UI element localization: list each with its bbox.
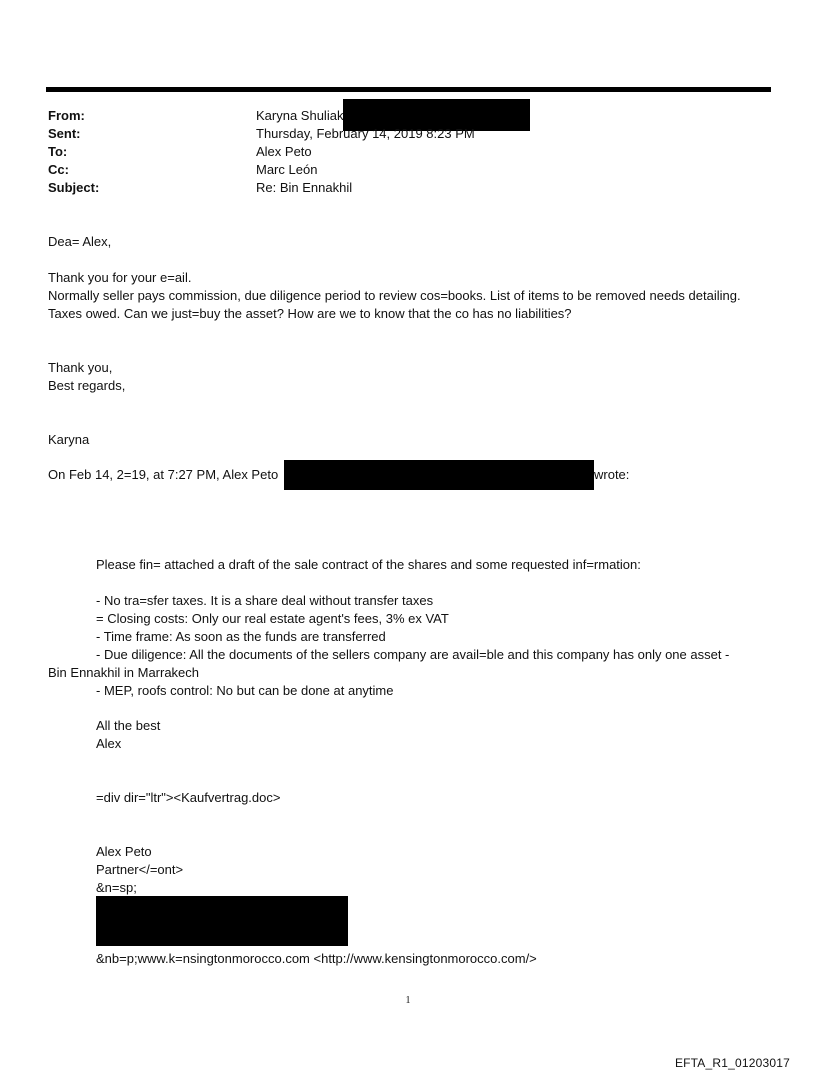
to-label: To: — [48, 144, 68, 159]
quoted-item-time-frame: - Time frame: As soon as the funds are transferred — [96, 629, 386, 644]
sent-label: Sent: — [48, 126, 81, 141]
quote-intro-end: wrote: — [594, 467, 630, 482]
header-rule — [46, 87, 771, 92]
subject-label: Subject: — [48, 180, 100, 195]
sig-name: Alex Peto — [96, 844, 152, 859]
sig-website: &nb=p;www.k=nsingtonmorocco.com <http://www.kensingtonmorocco.com/> — [96, 951, 537, 966]
attachment-line: =div dir="ltr"><Kaufvertrag.doc> — [96, 790, 281, 805]
sig-nbsp: &n=sp; — [96, 880, 137, 895]
quoted-item-due-diligence: - Due diligence: All the documents of the sellers company are avail=ble and this company has only one asset - — [96, 647, 730, 662]
thanks-line: Thank you, — [48, 360, 113, 375]
regards-line: Best regards, — [48, 378, 126, 393]
quoted-item-transfer-taxes: - No tra=sfer taxes. It is a share deal without transfer taxes — [96, 593, 434, 608]
quoted-intro: Please fin= attached a draft of the sale contract of the shares and some requested inf=rmation: — [96, 557, 641, 572]
sent-value: Thursday, February 14, 2019 8:23 PM — [256, 126, 475, 141]
document-id: EFTA_R1_01203017 — [674, 1056, 790, 1070]
from-label: From: — [48, 108, 85, 123]
quote-intro-start: On Feb 14, 2=19, at 7:27 PM, Alex Peto — [48, 467, 279, 482]
body-line-1: Thank you for your e=ail. — [48, 270, 192, 285]
redaction-box-signature — [96, 896, 348, 946]
sig-title: Partner</=ont> — [96, 862, 184, 877]
from-value: Karyna Shuliak — [256, 108, 344, 123]
quoted-item-closing-costs: = Closing costs: Only our real estate agent's fees, 3% ex VAT — [96, 611, 449, 626]
greeting: Dea= Alex, — [48, 234, 112, 249]
subject-value: Re: Bin Ennakhil — [256, 180, 353, 195]
to-value: Alex Peto — [256, 144, 312, 159]
body-line-2: Normally seller pays commission, due diligence period to review cos=books. List of items to be removed needs detailing. — [48, 288, 741, 303]
body-line-3: Taxes owed. Can we just=buy the asset? How are we to know that the co has no liabilities? — [48, 306, 572, 321]
cc-label: Cc: — [48, 162, 69, 177]
quoted-item-mep: - MEP, roofs control: No but can be done at anytime — [96, 683, 394, 698]
cc-value: Marc León — [256, 162, 318, 177]
quoted-name: Alex — [96, 736, 122, 751]
quoted-closing: All the best — [96, 718, 161, 733]
redaction-box-sender-email — [284, 460, 594, 490]
page-number: 1 — [405, 995, 411, 1006]
signature-name: Karyna — [48, 432, 90, 447]
quoted-item-due-diligence-cont: Bin Ennakhil in Marrakech — [48, 665, 200, 680]
